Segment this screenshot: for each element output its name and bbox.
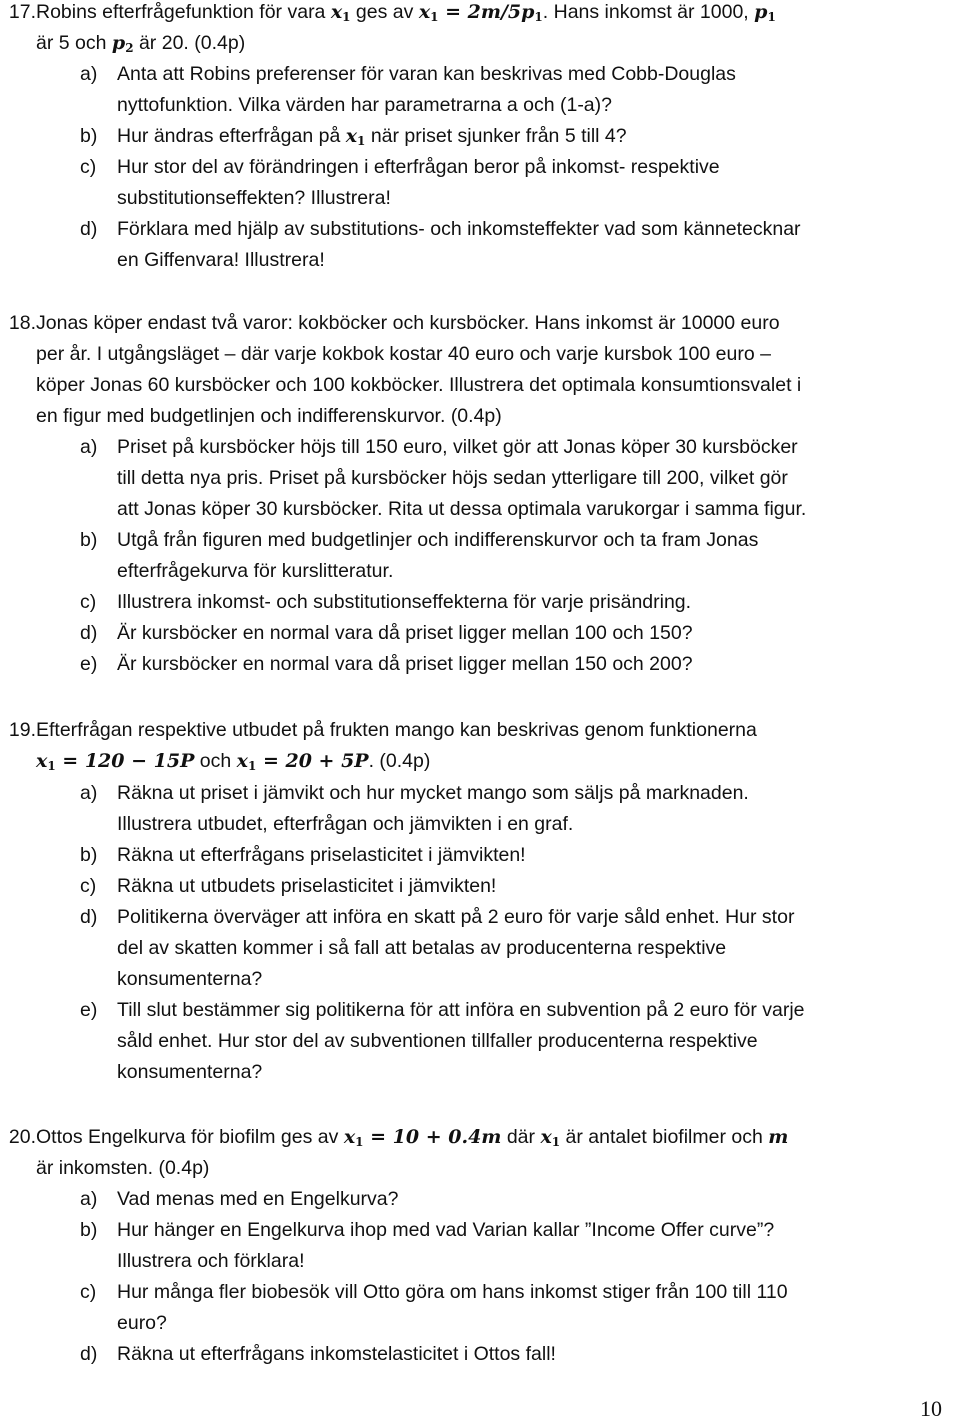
subquestion-text: Är kursböcker en normal vara då priset ligger mellan 100 och 150? [117,622,693,644]
subquestion-text: att Jonas köper 30 kursböcker. Rita ut dessa optimala varukorgar i samma figur. [117,498,807,520]
subquestion-text: konsumenterna? [117,1061,263,1083]
subquestion-text: substitutionseffekten? Illustrera! [117,187,391,209]
subquestion-text: Hur ändras efterfrågan på $x_1$ när priset sjunker från 5 till 4? [117,125,627,148]
math-demand-function: $x_1 = 120 - 15P$ [36,750,195,773]
question-text-line: köper Jonas 60 kursböcker och 100 kokböcker. Illustrera det optimala konsumtionsvalet i [36,374,802,396]
subquestion-text: Politikerna överväger att införa en skatt på 2 euro för varje såld enhet. Hur stor [117,906,795,928]
question-text-line: Jonas köper endast två varor: kokböcker och kursböcker. Hans inkomst är 10000 euro [36,312,780,334]
subquestion-text: Vad menas med en Engelkurva? [117,1188,399,1210]
subquestion-text: Illustrera inkomst- och substitutionseffekterna för varje prisändring. [117,591,692,613]
subquestion-text: euro? [117,1312,167,1334]
subquestion-text: Är kursböcker en normal vara då priset ligger mellan 150 och 200? [117,653,693,675]
subquestion-label: d) [80,622,98,644]
subquestion-text: konsumenterna? [117,968,263,990]
subquestion-label: b) [80,125,98,147]
question-number: 20. [8,1126,36,1148]
subquestion-text: Illustrera och förklara! [117,1250,305,1272]
subquestion-label: c) [80,1281,97,1303]
question-text-line: $x_1 = 120 - 15P$ och $x_1 = 20 + 5P$. (0.4p) [36,750,431,773]
math-demand-equation: $x_1 = 2m/5p_1$ [418,1,543,24]
question-text-line: per år. I utgångsläget – där varje kokbok kostar 40 euro och varje kursbok 100 euro – [36,343,771,365]
math-x1: $x_1$ [540,1126,561,1149]
question-text-line: är inkomsten. (0.4p) [36,1157,210,1179]
subquestion-text: Illustrera utbudet, efterfrågan och jämvikten i en graf. [117,813,574,835]
question-text-line: Ottos Engelkurva för biofilm ges av $x_1 = 10 + 0.4m$ där $x_1$ är antalet biofilmer och m [36,1126,789,1149]
subquestion-text: en Giffenvara! Illustrera! [117,249,325,271]
subquestion-text: Räkna ut priset i jämvikt och hur mycket mango som säljs på marknaden. [117,782,749,804]
question-number: 19. [8,719,36,741]
math-x1: $x_1$ [330,1,351,24]
subquestion-text: del av skatten kommer i så fall att betalas av producenterna respektive [117,937,727,959]
subquestion-text: till detta nya pris. Priset på kursböcker höjs sedan ytterligare till 200, vilket gör [117,467,788,489]
math-p1: $p_1$ [754,1,776,24]
subquestion-label: d) [80,1343,98,1365]
subquestion-label: d) [80,906,98,928]
math-x1: $x_1$ [345,125,366,148]
subquestion-text: Hur många fler biobesök vill Otto göra om hans inkomst stiger från 100 till 110 [117,1281,788,1303]
subquestion-label: d) [80,218,98,240]
subquestion-label: a) [80,63,98,85]
subquestion-label: a) [80,436,98,458]
question-text-line: Robins efterfrågefunktion för vara $x_1$ ges av $x_1 = 2m/5p_1$. Hans inkomst är 1000, $p_1$ [36,1,776,24]
question-text-line: Efterfrågan respektive utbudet på frukten mango kan beskrivas genom funktionerna [36,719,757,741]
subquestion-label: c) [80,875,97,897]
subquestion-text: Anta att Robins preferenser för varan kan beskrivas med Cobb-Douglas [117,63,736,85]
subquestion-text: efterfrågekurva för kurslitteratur. [117,560,394,582]
subquestion-label: c) [80,156,97,178]
subquestion-text: nyttofunktion. Vilka värden har parametrarna a och (1-a)? [117,94,612,116]
subquestion-text: Hur stor del av förändringen i efterfrågan beror på inkomst- respektive [117,156,720,178]
subquestion-label: a) [80,1188,98,1210]
subquestion-text: Räkna ut utbudets priselasticitet i jämvikten! [117,875,497,897]
math-p2: $p_2$ [111,32,134,55]
subquestion-label: e) [80,653,98,675]
subquestion-text: Räkna ut efterfrågans inkomstelasticitet i Ottos fall! [117,1343,556,1365]
subquestion-text: Hur hänger en Engelkurva ihop med vad Varian kallar ”Income Offer curve”? [117,1219,775,1241]
subquestion-text: Priset på kursböcker höjs till 150 euro, vilket gör att Jonas köper 30 kursböcker [117,436,798,458]
page-number: 10 [920,1396,942,1421]
subquestion-label: a) [80,782,98,804]
subquestion-text: Utgå från figuren med budgetlinjer och indifferenskurvor och ta fram Jonas [117,529,759,551]
question-number: 17. [8,1,36,23]
math-m: m [768,1126,789,1148]
math-engel-curve: $x_1 = 10 + 0.4m$ [343,1126,502,1149]
math-supply-function: $x_1 = 20 + 5P$ [236,750,369,773]
subquestion-label: c) [80,591,97,613]
subquestion-label: e) [80,999,98,1021]
subquestion-text: Förklara med hjälp av substitutions- och inkomsteffekter vad som kännetecknar [117,218,801,240]
subquestion-text: såld enhet. Hur stor del av subventionen tillfaller producenterna respektive [117,1030,758,1052]
subquestion-label: b) [80,844,98,866]
question-text-line: är 5 och $p_2$ är 20. (0.4p) [36,32,246,55]
subquestion-text: Räkna ut efterfrågans priselasticitet i jämvikten! [117,844,526,866]
subquestion-label: b) [80,529,98,551]
subquestion-text: Till slut bestämmer sig politikerna för att införa en subvention på 2 euro för varje [117,999,805,1021]
question-number: 18. [8,312,36,334]
subquestion-label: b) [80,1219,98,1241]
question-text-line: en figur med budgetlinjen och indifferenskurvor. (0.4p) [36,405,502,427]
